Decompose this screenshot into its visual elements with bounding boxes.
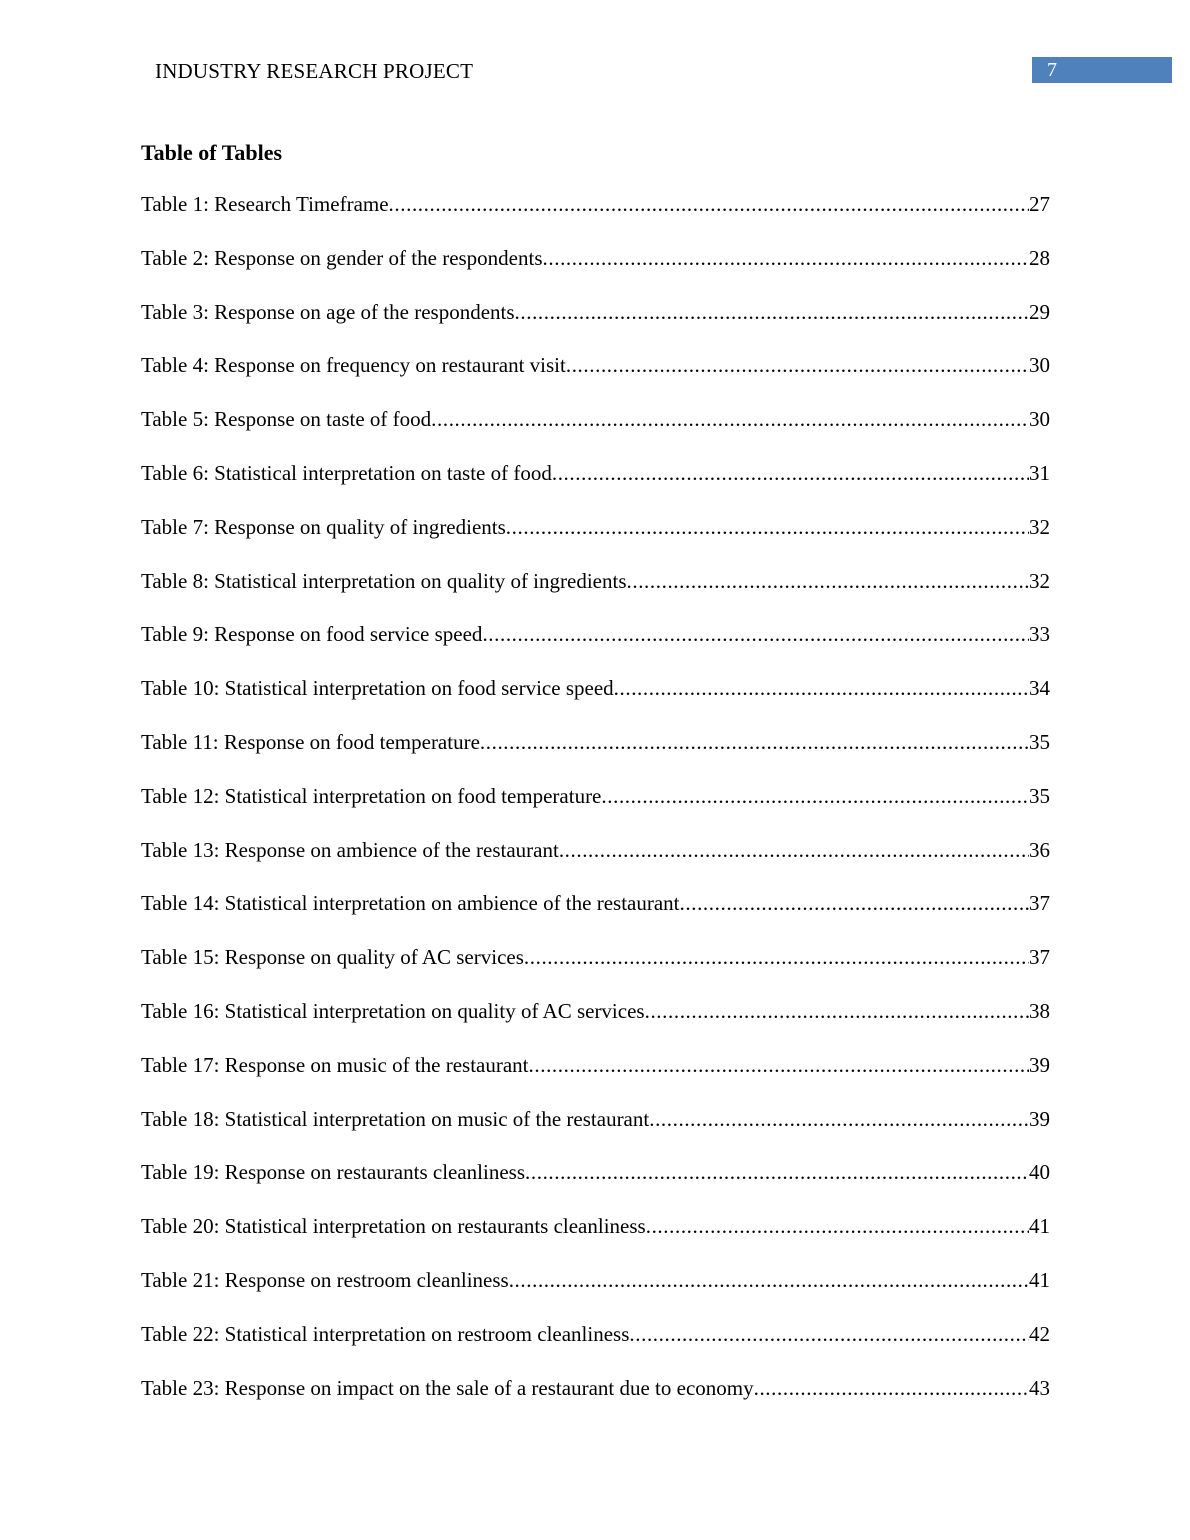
toc-entry-page: 42 xyxy=(1029,1321,1050,1346)
toc-entry-page: 41 xyxy=(1029,1267,1050,1292)
toc-entry[interactable] xyxy=(141,1159,1050,1213)
toc-entry[interactable] xyxy=(141,352,1050,406)
toc-entry[interactable] xyxy=(141,621,1050,675)
toc-entry-page: 32 xyxy=(1029,568,1050,593)
toc-entry-page: 32 xyxy=(1029,514,1050,539)
toc-entry-label: Table 4: Response on frequency on restaurant visit xyxy=(141,353,566,378)
dot-leader xyxy=(559,837,1029,863)
dot-leader xyxy=(509,1267,1029,1293)
dot-leader xyxy=(627,568,1030,594)
toc-entry-page: 40 xyxy=(1029,1160,1050,1185)
toc-entry[interactable] xyxy=(141,406,1050,460)
toc-entry-page: 41 xyxy=(1029,1214,1050,1239)
toc-entry-page: 43 xyxy=(1029,1375,1050,1400)
toc-entry-label: Table 17: Response on music of the restaurant xyxy=(141,1052,529,1077)
toc-entry-page: 35 xyxy=(1029,729,1050,754)
toc-entry[interactable] xyxy=(141,944,1050,998)
toc-entry[interactable] xyxy=(141,729,1050,783)
toc-entry-page: 27 xyxy=(1029,192,1050,216)
toc-entry-page: 39 xyxy=(1029,1106,1050,1131)
toc-entry[interactable] xyxy=(141,890,1050,944)
page-number: 7 xyxy=(1047,59,1057,81)
dot-leader xyxy=(506,514,1029,540)
toc-entry[interactable] xyxy=(141,1267,1050,1321)
toc-entry-page: 30 xyxy=(1029,353,1050,378)
toc-heading: Table of Tables xyxy=(141,140,283,165)
toc-entry-label: Table 3: Response on age of the respondents xyxy=(141,299,515,324)
dot-leader xyxy=(543,245,1029,271)
toc-entry-label: Table 2: Response on gender of the respondents xyxy=(141,245,543,270)
toc-entry-label: Table 23: Response on impact on the sale of a restaurant due to economy xyxy=(141,1375,754,1400)
toc-entry-page: 38 xyxy=(1029,998,1050,1023)
dot-leader xyxy=(480,729,1029,755)
toc-entry-label: Table 1: Research Timeframe xyxy=(141,192,389,216)
toc-entry-page: 31 xyxy=(1029,460,1050,485)
toc-entry-label: Table 10: Statistical interpretation on food service speed xyxy=(141,676,614,701)
toc-entry[interactable] xyxy=(141,783,1050,837)
toc-entry-label: Table 19: Response on restaurants cleanliness xyxy=(141,1160,526,1185)
toc-entry-page: 35 xyxy=(1029,783,1050,808)
toc-entry-label: Table 9: Response on food service speed xyxy=(141,622,483,647)
dot-leader xyxy=(529,1052,1029,1078)
toc-entry-label: Table 12: Statistical interpretation on food temperature xyxy=(141,783,602,808)
toc-entry-label: Table 16: Statistical interpretation on quality of AC services xyxy=(141,998,645,1023)
dot-leader xyxy=(482,621,1029,647)
toc-entry-page: 34 xyxy=(1029,676,1050,701)
toc-entry-label: Table 7: Response on quality of ingredients xyxy=(141,514,506,539)
toc-entry[interactable] xyxy=(141,837,1050,891)
toc-entry-page: 28 xyxy=(1029,245,1050,270)
dot-leader xyxy=(389,191,1029,217)
dot-leader xyxy=(754,1375,1029,1401)
toc-entry-page: 37 xyxy=(1029,891,1050,916)
toc-entry-label: Table 22: Statistical interpretation on restroom cleanliness xyxy=(141,1321,630,1346)
toc-entry[interactable] xyxy=(141,675,1050,729)
toc-entry-label: Table 14: Statistical interpretation on ambience of the restaurant xyxy=(141,891,680,916)
toc-entry-label: Table 13: Response on ambience of the restaurant xyxy=(141,837,559,862)
toc-entry-page: 33 xyxy=(1029,622,1050,647)
toc-entry[interactable] xyxy=(141,1106,1050,1160)
toc-entry-label: Table 20: Statistical interpretation on restaurants cleanliness xyxy=(141,1214,646,1239)
toc-entry-label: Table 5: Response on taste of food xyxy=(141,407,432,432)
dot-leader xyxy=(601,783,1029,809)
dot-leader xyxy=(680,890,1029,916)
toc-entry[interactable] xyxy=(141,245,1050,299)
toc-entry-page: 39 xyxy=(1029,1052,1050,1077)
toc-entry[interactable] xyxy=(141,1052,1050,1106)
toc-entry[interactable] xyxy=(141,460,1050,514)
dot-leader xyxy=(645,998,1029,1024)
page-number-badge xyxy=(1032,57,1172,83)
toc-entry-page: 37 xyxy=(1029,945,1050,970)
toc-entry-label: Table 21: Response on restroom cleanliness xyxy=(141,1267,509,1292)
dot-leader xyxy=(646,1213,1029,1239)
toc-entry[interactable] xyxy=(141,514,1050,568)
toc-entry-label: Table 8: Statistical interpretation on quality of ingredients xyxy=(141,568,627,593)
dot-leader xyxy=(629,1321,1029,1347)
dot-leader xyxy=(614,675,1029,701)
table-of-tables-list xyxy=(141,191,1050,1428)
dot-leader xyxy=(515,299,1029,325)
toc-entry-page: 30 xyxy=(1029,407,1050,432)
toc-entry[interactable] xyxy=(141,299,1050,353)
dot-leader xyxy=(649,1106,1029,1132)
toc-entry-label: Table 18: Statistical interpretation on music of the restaurant xyxy=(141,1106,650,1131)
toc-entry-label: Table 11: Response on food temperature xyxy=(141,729,480,754)
toc-entry[interactable] xyxy=(141,191,1050,245)
running-head-title: INDUSTRY RESEARCH PROJECT xyxy=(155,59,474,83)
toc-entry-page: 29 xyxy=(1029,299,1050,324)
toc-entry-label: Table 15: Response on quality of AC services xyxy=(141,945,524,970)
toc-entry[interactable] xyxy=(141,1375,1050,1429)
toc-entry[interactable] xyxy=(141,998,1050,1052)
toc-entry[interactable] xyxy=(141,1321,1050,1375)
dot-leader xyxy=(552,460,1029,486)
dot-leader xyxy=(431,406,1029,432)
toc-entry[interactable] xyxy=(141,1213,1050,1267)
toc-entry-page: 36 xyxy=(1029,837,1050,862)
toc-entry[interactable] xyxy=(141,568,1050,622)
dot-leader xyxy=(525,1159,1029,1185)
toc-entry-label: Table 6: Statistical interpretation on taste of food xyxy=(141,460,552,485)
dot-leader xyxy=(566,352,1029,378)
dot-leader xyxy=(524,944,1029,970)
